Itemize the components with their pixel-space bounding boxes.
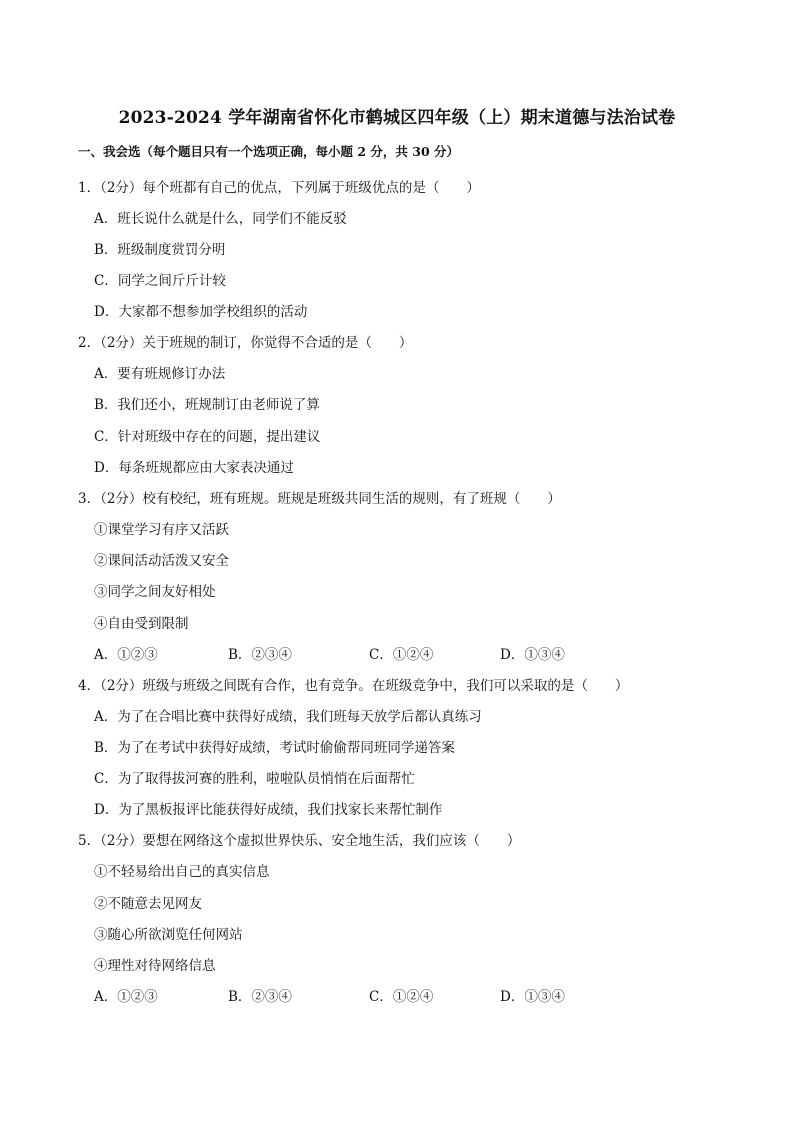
question-5-choice-c: C．①②④ <box>369 989 434 1005</box>
question-5-stem: 5．（2分）要想在网络这个虚拟世界快乐、安全地生活，我们应该（ ） <box>78 833 521 849</box>
question-5-choice-b: B．②③④ <box>228 989 292 1005</box>
question-5-statement-3: ③随心所欲浏览任何网站 <box>94 927 243 943</box>
question-4-option-a: A．为了在合唱比赛中获得好成绩，我们班每天放学后都认真练习 <box>94 709 482 725</box>
question-5-statement-4: ④理性对待网络信息 <box>94 958 216 974</box>
question-5-statement-2: ②不随意去见网友 <box>94 896 202 912</box>
question-2-option-b: B．我们还小，班规制订由老师说了算 <box>94 397 320 413</box>
question-5-choice-d: D．①③④ <box>500 989 565 1005</box>
question-3-choice-a: A．①②③ <box>94 647 158 663</box>
question-1-stem: 1．（2分）每个班都有自己的优点，下列属于班级优点的是（ ） <box>78 180 480 196</box>
question-3-choice-b: B．②③④ <box>228 647 292 663</box>
question-5-choice-a: A．①②③ <box>94 989 158 1005</box>
question-1-option-c: C．同学之间斤斤计较 <box>94 273 226 289</box>
question-4-option-b: B．为了在考试中获得好成绩，考试时偷偷帮同班同学递答案 <box>94 740 455 756</box>
section-heading: 一、我会选（每个题目只有一个选项正确，每小题 2 分，共 30 分） <box>78 144 460 159</box>
question-3-statement-1: ①课堂学习有序又活跃 <box>94 522 229 538</box>
question-3-stem: 3．（2分）校有校纪，班有班规。班规是班级共同生活的规则，有了班规（ ） <box>78 491 561 507</box>
question-2-option-d: D．每条班规都应由大家表决通过 <box>94 460 294 476</box>
question-3-statement-4: ④自由受到限制 <box>94 616 189 632</box>
question-1-option-d: D．大家都不想参加学校组织的活动 <box>94 304 308 320</box>
exam-title: 2023-2024 学年湖南省怀化市鹤城区四年级（上）期末道德与法治试卷 <box>118 108 676 128</box>
question-2-option-c: C．针对班级中存在的问题，提出建议 <box>94 429 321 445</box>
question-5-statement-1: ①不轻易给出自己的真实信息 <box>94 864 270 880</box>
question-2-stem: 2．（2分）关于班规的制订，你觉得不合适的是（ ） <box>78 335 413 351</box>
question-3-choice-d: D．①③④ <box>500 647 565 663</box>
question-3-statement-2: ②课间活动活泼又安全 <box>94 553 229 569</box>
question-1-option-b: B．班级制度赏罚分明 <box>94 242 226 258</box>
question-1-option-a: A．班长说什么就是什么，同学们不能反驳 <box>94 211 347 227</box>
question-4-stem: 4．（2分）班级与班级之间既有合作，也有竞争。在班级竞争中，我们可以采取的是（ ） <box>78 678 629 694</box>
question-4-option-c: C．为了取得拔河赛的胜利，啦啦队员悄悄在后面帮忙 <box>94 771 415 787</box>
question-4-option-d: D．为了黑板报评比能获得好成绩，我们找家长来帮忙制作 <box>94 802 443 818</box>
question-2-option-a: A．要有班规修订办法 <box>94 366 226 382</box>
question-3-choice-c: C．①②④ <box>369 647 434 663</box>
question-3-statement-3: ③同学之间友好相处 <box>94 584 216 600</box>
